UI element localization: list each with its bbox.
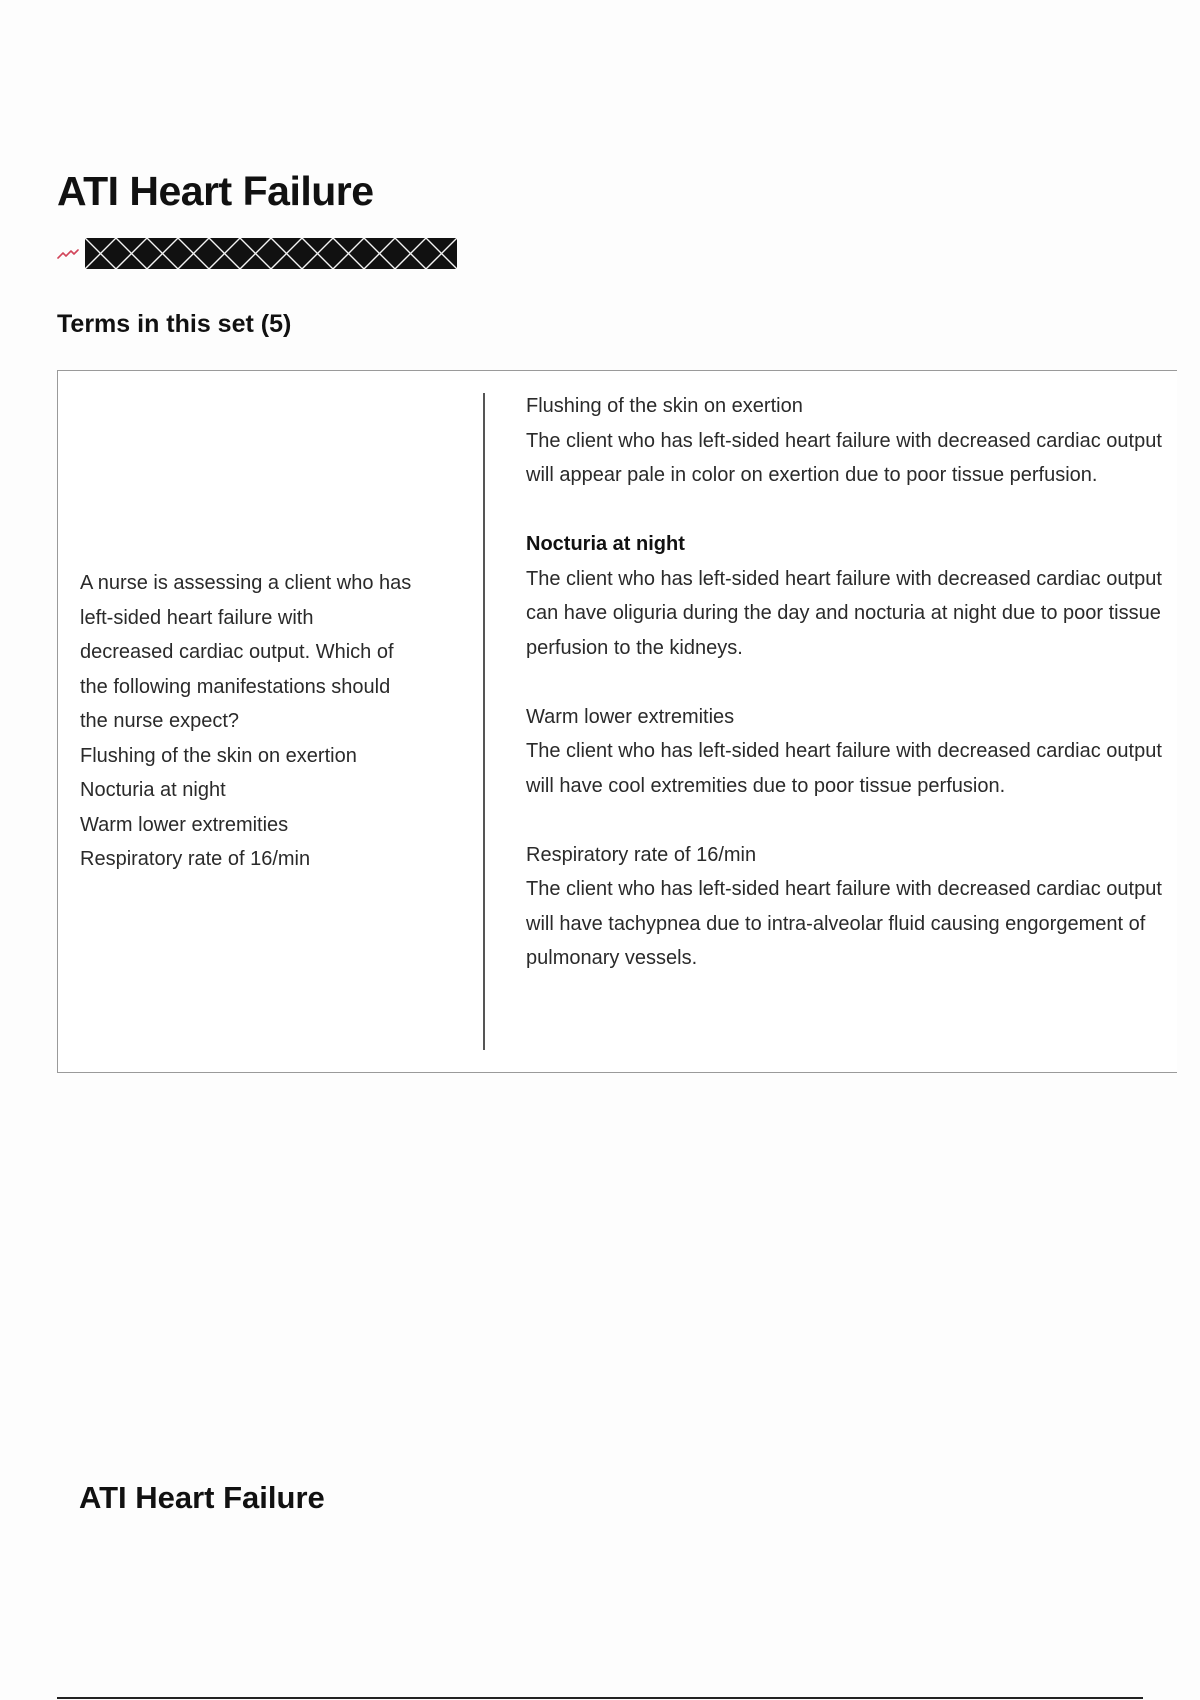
card-divider: [483, 393, 485, 1050]
flashcard[interactable]: [57, 370, 1177, 1073]
author-row: [57, 238, 457, 269]
definition-block: [526, 389, 1166, 493]
definition-column: [526, 389, 1166, 976]
definition-explanation: The client who has left-sided heart failure with decreased cardiac output will have cool extremities due to poor tissue perfusion.: [526, 740, 1162, 797]
redacted-author-name: [85, 238, 457, 269]
term-column: [80, 371, 445, 1072]
term-line: the following manifestations should: [80, 675, 391, 698]
footer-title: ATI Heart Failure: [79, 1480, 325, 1515]
term-option-line: Respiratory rate of 16/min: [80, 848, 311, 871]
definition-explanation: The client who has left-sided heart failure with decreased cardiac output will have tachypnea due to intra-alveolar fluid causing engorgement of pulmonary vessels.: [526, 878, 1162, 969]
term-text: [80, 566, 411, 877]
term-option-line: Warm lower extremities: [80, 813, 289, 836]
term-option-line: Flushing of the skin on exertion: [80, 744, 357, 767]
definition-explanation: The client who has left-sided heart failure with decreased cardiac output can have oliguria during the day and nocturia at night due to poor tissue perfusion to the kidneys.: [526, 567, 1162, 659]
term-line: left-sided heart failure with: [80, 606, 314, 629]
definition-block-correct: [526, 527, 1166, 665]
term-line: decreased cardiac output. Which of: [80, 641, 394, 664]
definition-option: Flushing of the skin on exertion: [526, 395, 803, 417]
definition-option: Warm lower extremities: [526, 705, 735, 728]
definition-option: Respiratory rate of 16/min: [526, 843, 757, 866]
definition-option-correct: Nocturia at night: [526, 533, 685, 555]
page-title: ATI Heart Failure: [57, 168, 374, 214]
term-option-line: Nocturia at night: [80, 779, 226, 802]
trend-line-icon: [57, 247, 79, 261]
term-line: the nurse expect?: [80, 710, 239, 733]
terms-heading: Terms in this set (5): [57, 310, 292, 338]
footer-divider: [57, 1697, 1143, 1699]
definition-block: [526, 700, 1166, 804]
term-line: A nurse is assessing a client who has: [80, 572, 412, 595]
definition-explanation: The client who has left-sided heart failure with decreased cardiac output will appear pale in color on exertion due to poor tissue perfusion.: [526, 429, 1162, 486]
definition-block: [526, 838, 1166, 976]
